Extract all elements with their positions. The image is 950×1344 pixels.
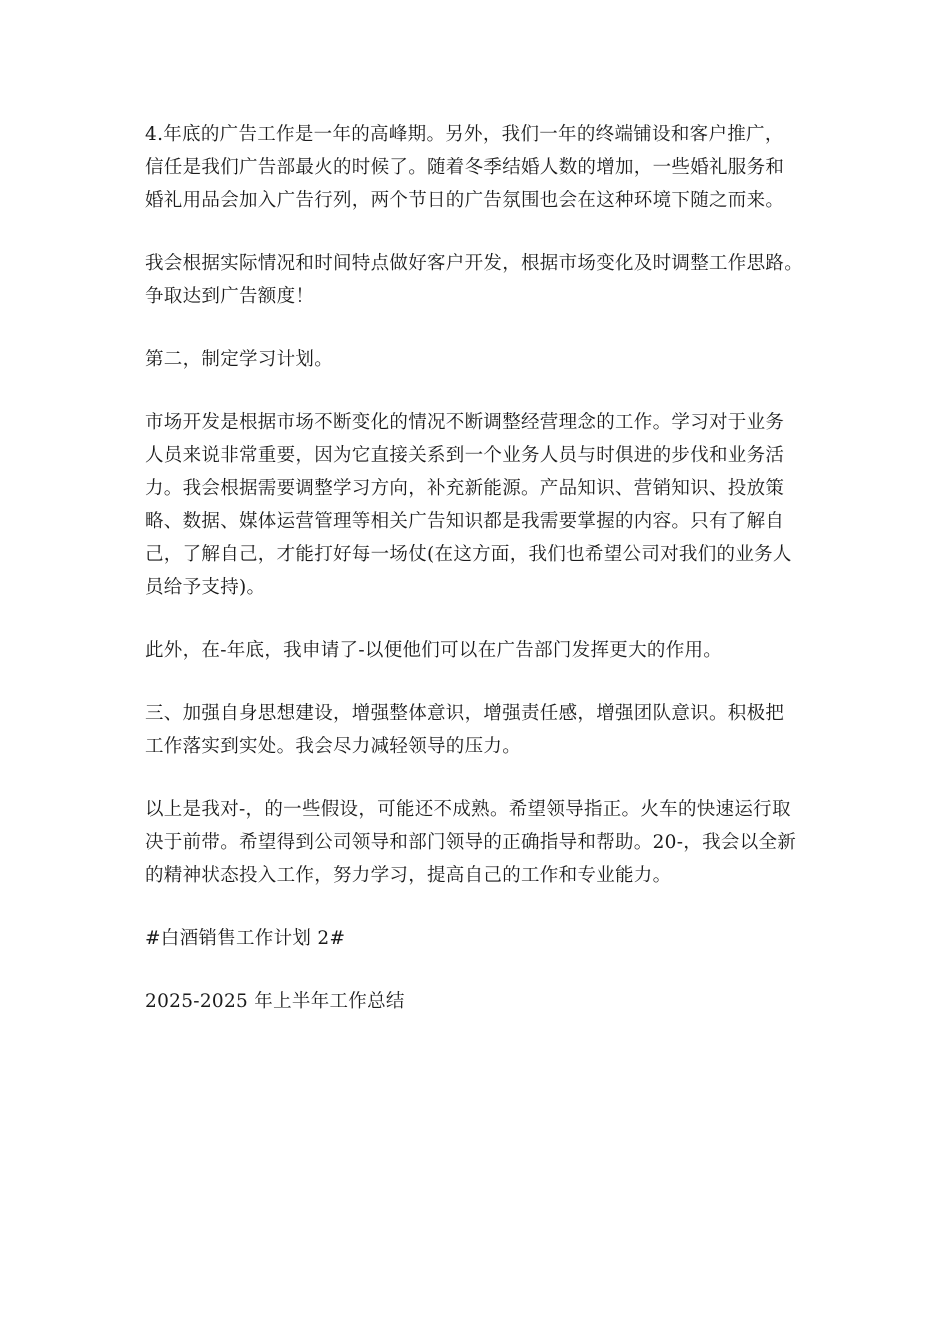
text-line: 员给予支持)。: [145, 577, 266, 598]
text-line: 争取达到广告额度！: [145, 286, 315, 307]
text-line: 4.年底的广告工作是一年的高峰期。另外，我们一年的终端铺设和客户推广，: [145, 124, 784, 145]
text-line: 市场开发是根据市场不断变化的情况不断调整经营理念的工作。学习对于业务: [145, 412, 785, 433]
paragraph-customer-development: [145, 247, 810, 313]
paragraph-application: [145, 634, 810, 667]
text-line: 此外，在-年底，我申请了-以便他们可以在广告部门发挥更大的作用。: [145, 640, 723, 661]
paragraph-self-improvement: [145, 697, 810, 763]
section-heading-study-plan: [145, 343, 810, 376]
text-line: 2025-2025 年上半年工作总结: [145, 991, 405, 1012]
text-line: 信任是我们广告部最火的时候了。随着冬季结婚人数的增加，一些婚礼服务和: [145, 157, 785, 178]
document-body: [145, 118, 810, 1048]
text-line: 略、数据、媒体运营管理等相关广告知识都是我需要掌握的内容。只有了解自: [145, 511, 785, 532]
text-line: 人员来说非常重要，因为它直接关系到一个业务人员与时俱进的步伐和业务活: [145, 445, 785, 466]
text-line: 以上是我对-，的一些假设，可能还不成熟。希望领导指正。火车的快速运行取: [145, 799, 791, 820]
text-line: 决于前带。希望得到公司领导和部门领导的正确指导和帮助。20-，我会以全新: [145, 832, 797, 853]
text-line: 三、加强自身思想建设，增强整体意识，增强责任感，增强团队意识。积极把: [145, 703, 785, 724]
paragraph-year-end-advertising: [145, 118, 810, 217]
text-line: 第二，制定学习计划。: [145, 349, 334, 370]
text-line: 的精神状态投入工作，努力学习，提高自己的工作和专业能力。: [145, 865, 672, 886]
text-line: 婚礼用品会加入广告行列，两个节日的广告氛围也会在这种环境下随之而来。: [145, 190, 785, 211]
text-line: 力。我会根据需要调整学习方向，补充新能源。产品知识、营销知识、投放策: [145, 478, 785, 499]
text-line: #白酒销售工作计划 2#: [145, 928, 346, 949]
paragraph-conclusion: [145, 793, 810, 892]
text-line: 己，了解自己，才能打好每一场仗(在这方面，我们也希望公司对我们的业务人: [145, 544, 792, 565]
section-title-half-year-summary: [145, 985, 810, 1018]
section-title-baijiu-plan: [145, 922, 810, 955]
text-line: 我会根据实际情况和时间特点做好客户开发，根据市场变化及时调整工作思路。: [145, 253, 804, 274]
text-line: 工作落实到实处。我会尽力减轻领导的压力。: [145, 736, 522, 757]
paragraph-market-learning: [145, 406, 810, 604]
